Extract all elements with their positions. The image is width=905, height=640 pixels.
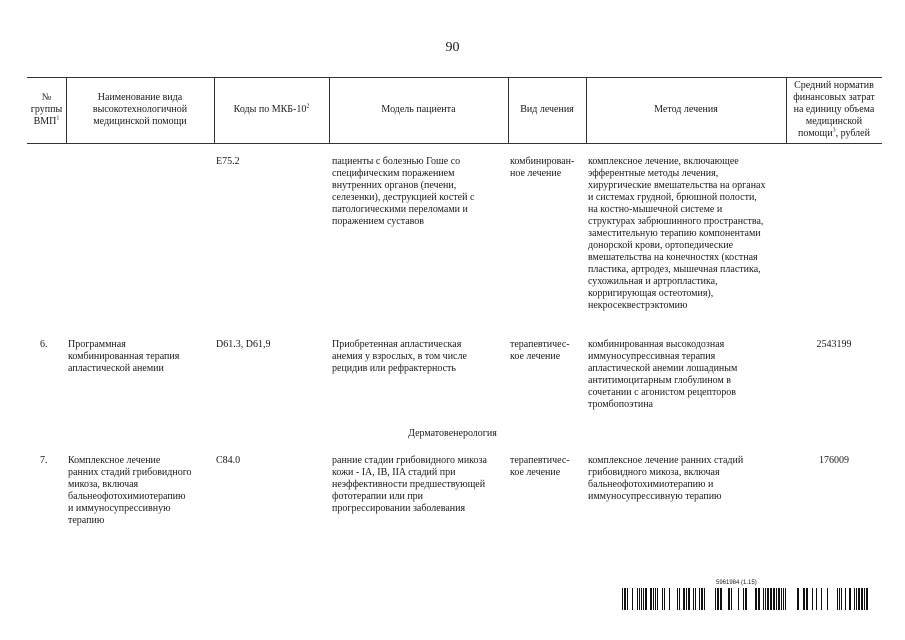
barcode-bar	[806, 588, 808, 610]
row-care-type: Программная комбинированная терапия апластической анемии	[68, 339, 180, 374]
row-group-number: 7.	[40, 455, 48, 466]
row-average-cost: 176009	[819, 455, 849, 466]
barcode-bar	[650, 588, 652, 610]
barcode-bar	[686, 588, 687, 610]
barcode-bar	[758, 588, 760, 610]
barcode-bar	[773, 588, 775, 610]
barcode-bar	[765, 588, 766, 610]
barcode-bar	[728, 588, 730, 610]
header-treatment-type: Вид лечения	[520, 104, 574, 115]
barcode-bar	[776, 588, 777, 610]
row-icd-code: E75.2	[216, 156, 240, 167]
barcode-bar	[624, 588, 626, 610]
barcode-bar	[715, 588, 716, 610]
barcode-bar	[717, 588, 719, 610]
barcode-bar	[679, 588, 680, 610]
barcode-bar	[669, 588, 670, 610]
header-bottom-rule	[27, 143, 882, 144]
row-treatment-type: терапевтичес- кое лечение	[510, 339, 570, 362]
barcode-bar	[653, 588, 654, 610]
row-icd-code: D61.3, D61,9	[216, 339, 271, 350]
barcode-bar	[856, 588, 857, 610]
barcode-bar	[864, 588, 865, 610]
row-care-type: Комплексное лечение ранних стадий грибовидного микоза, включая бальнеофотохимиотерапию и иммуносупрессивную терапию	[68, 455, 192, 526]
row-average-cost: 2543199	[816, 339, 852, 350]
barcode-bar	[643, 588, 644, 610]
barcode-bar	[704, 588, 705, 610]
barcode-bar	[858, 588, 860, 610]
page-number: 90	[445, 40, 460, 55]
barcode-bar	[738, 588, 739, 610]
barcode-bar	[695, 588, 696, 610]
barcode-bar	[785, 588, 786, 610]
barcode-bar	[781, 588, 782, 610]
barcode-bar	[662, 588, 663, 610]
barcode-bar	[677, 588, 678, 610]
barcode-bar	[763, 588, 764, 610]
barcode-label: 5961984 (1.15)	[716, 580, 757, 586]
row-icd-code: C84.0	[216, 455, 241, 466]
header-group-number: № группы ВМП$^1$	[30, 92, 63, 127]
barcode-bar	[837, 588, 838, 610]
barcode-bar	[866, 588, 868, 610]
barcode-bar	[854, 588, 855, 610]
row-patient-model: Приобретенная апластическая анемия у взрослых, в том числе рецидив или рефрактерность	[332, 339, 467, 374]
row-patient-model: ранние стадии грибовидного микоза кожи - IA, IB, IIA стадий при неэффективности предшествующей фототерапии или при прогрессировании заболевания	[332, 455, 487, 514]
barcode-bar	[841, 588, 842, 610]
barcode-bar	[745, 588, 747, 610]
barcode-bar	[664, 588, 665, 610]
barcode-bar	[731, 588, 732, 610]
header-average-cost: Средний норматив финансовых затрат на единицу объема медицинской помощи$^3$, рублей	[793, 80, 875, 139]
barcode-image	[622, 588, 880, 610]
barcode-bar	[827, 588, 828, 610]
barcode-bar	[767, 588, 769, 610]
row-treatment-type: комбинирован- ное лечение	[510, 156, 575, 179]
row-patient-model: пациенты с болезнью Гоше со специфическим поражением внутренних органов (печени, селезенки), деструкцией костей с патологическими переломами и поражением суставов	[332, 156, 475, 227]
barcode-bar	[821, 588, 822, 610]
barcode-bar	[845, 588, 846, 610]
header-treatment-method: Метод лечения	[654, 104, 718, 115]
row-group-number: 6.	[40, 339, 48, 350]
barcode-bar	[797, 588, 799, 610]
barcode-bar	[641, 588, 642, 610]
barcode-bar	[701, 588, 703, 610]
barcode-bar	[693, 588, 694, 610]
barcode-bar	[645, 588, 647, 610]
row-treatment-type: терапевтичес- кое лечение	[510, 455, 570, 478]
row-treatment-method: комплексное лечение, включающее эфферентные методы лечения, хирургические вмешательства на органах и системах грудной, брюшной полости, на костно-мышечной системе и структурах забрюшинного пространства, заместительную терапию компонентами донорской крови, ортопедические вмешательства на конечностях (костная пластика, артродез, мышечная пластика, сухожильная и артропластика, корригирующая остеотомия), некросеквестрэктомию	[588, 156, 766, 311]
row-treatment-method: комбинированная высокодозная иммуносупрессивная терапия апластической анемии лошадиным антитимоцитарным глобулином в сочетании с агонистом рецепторов тромбопоэтина	[588, 339, 738, 410]
barcode-bar	[861, 588, 863, 610]
barcode-bar	[688, 588, 690, 610]
header-care-type: Наименование вида высокотехнологичной медицинской помощи	[92, 92, 188, 127]
barcode-bar	[720, 588, 722, 610]
barcode-bar	[783, 588, 784, 610]
barcode-bar	[627, 588, 628, 610]
header-icd-codes: Коды по МКБ-$10^2$	[233, 103, 310, 115]
barcode-bar	[839, 588, 840, 610]
barcode-bar	[849, 588, 851, 610]
barcode-bar	[639, 588, 640, 610]
barcode-bar	[699, 588, 700, 610]
barcode-bar	[683, 588, 685, 610]
barcode-bar	[743, 588, 744, 610]
row-treatment-method: комплексное лечение ранних стадий грибовидного микоза, включая бальнеофотохимиотерапию и иммуносупрессивную терапию	[588, 455, 744, 502]
barcode-bar	[816, 588, 817, 610]
barcode-bar	[655, 588, 656, 610]
barcode-bar	[632, 588, 633, 610]
barcode-bar	[622, 588, 623, 610]
barcode-bar	[755, 588, 757, 610]
header-patient-model: Модель пациента	[381, 104, 456, 115]
section-title: Дерматовенерология	[408, 428, 497, 439]
barcode-bar	[770, 588, 772, 610]
barcode-bar	[803, 588, 805, 610]
barcode-bar	[637, 588, 638, 610]
barcode-bar	[778, 588, 780, 610]
barcode-bar	[812, 588, 813, 610]
barcode-bar	[657, 588, 658, 610]
